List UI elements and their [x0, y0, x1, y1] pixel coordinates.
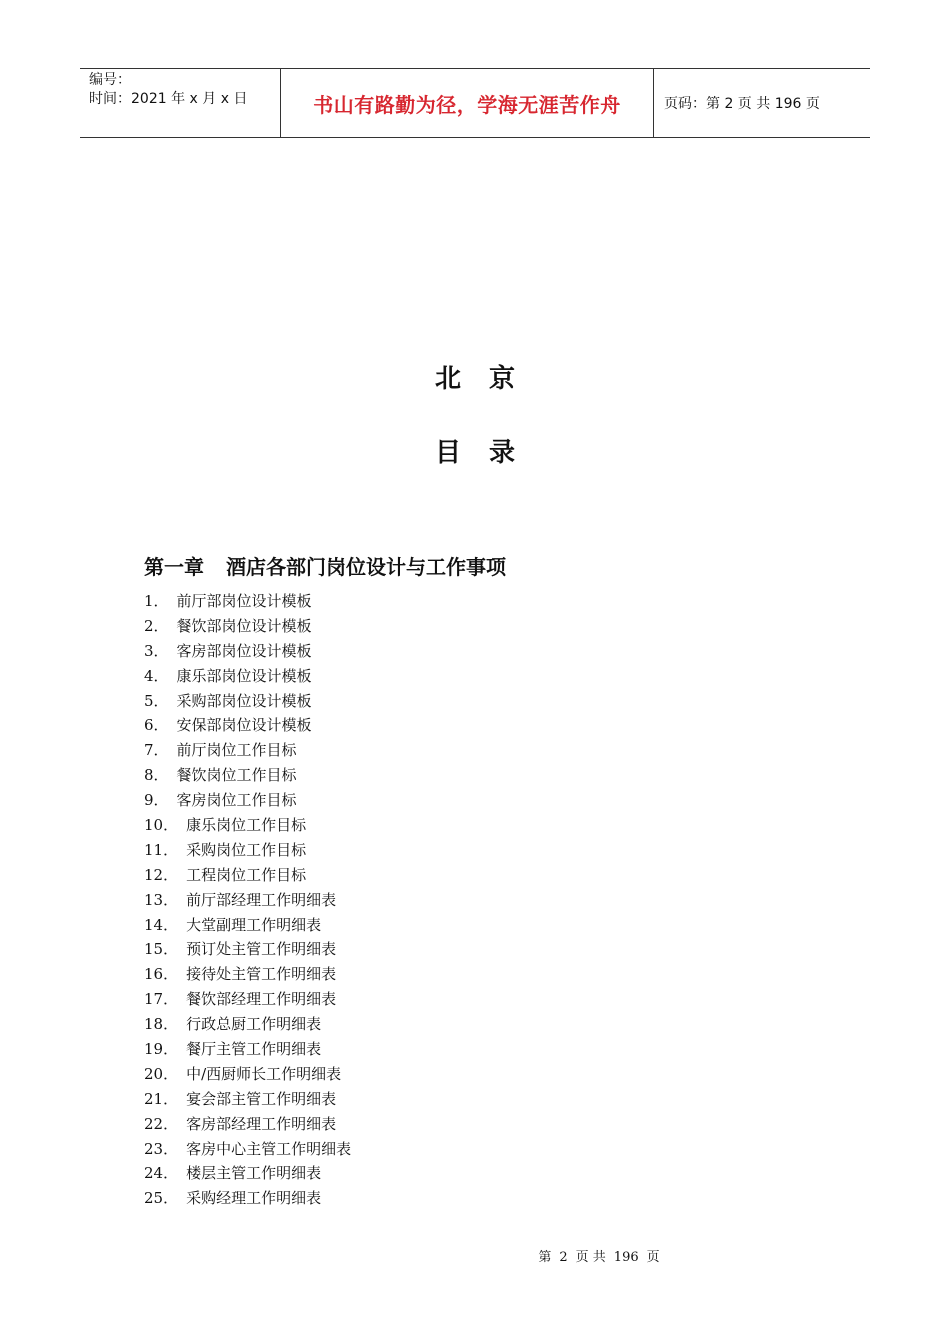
toc-item-label: 康乐部岗位设计模板 [176, 666, 312, 685]
toc-item-number: 5． [144, 691, 169, 710]
toc-list [144, 589, 351, 1211]
toc-item[interactable] [144, 1062, 351, 1087]
document-number-label: 编号： [89, 72, 131, 88]
toc-item-number: 9． [144, 791, 169, 810]
chapter-number: 第一章 [144, 555, 204, 579]
toc-item-label: 工程岗位工作目标 [186, 865, 307, 884]
toc-item-number: 17． [144, 990, 179, 1009]
toc-item-number: 4． [144, 666, 169, 685]
toc-item[interactable] [144, 763, 351, 788]
toc-item[interactable] [144, 1161, 351, 1186]
toc-item[interactable] [144, 1012, 351, 1037]
toc-item-label: 客房部岗位设计模板 [176, 641, 312, 660]
chapter-heading [144, 551, 506, 580]
footer-total-pages: 196 [613, 1250, 639, 1265]
toc-item-number: 13． [144, 890, 179, 909]
toc-item-label: 餐饮岗位工作目标 [176, 766, 297, 785]
toc-item[interactable] [144, 962, 351, 987]
toc-item-label: 接待处主管工作明细表 [186, 965, 337, 984]
toc-item-label: 行政总厨工作明细表 [186, 1015, 322, 1034]
toc-item-label: 客房中心主管工作明细表 [186, 1139, 352, 1158]
toc-item[interactable] [144, 813, 351, 838]
toc-item-number: 2． [144, 616, 169, 635]
toc-item-number: 1． [144, 592, 169, 610]
toc-item-label: 前厅岗位工作目标 [176, 741, 297, 760]
toc-title: 目录 [434, 438, 543, 468]
toc-item-label: 预订处主管工作明细表 [186, 940, 337, 959]
toc-item-label: 楼层主管工作明细表 [186, 1164, 322, 1183]
toc-item-label: 宴会部主管工作明细表 [186, 1089, 337, 1108]
toc-item[interactable] [144, 863, 351, 888]
header-page-cell [654, 69, 870, 137]
toc-item-label: 康乐岗位工作目标 [186, 816, 307, 835]
toc-item-label: 采购岗位工作目标 [186, 840, 307, 859]
footer-page-mid: 页 共 [575, 1250, 606, 1265]
toc-item[interactable] [144, 1112, 351, 1137]
toc-item-label: 中/西厨师长工作明细表 [186, 1064, 342, 1083]
chapter-title: 酒店各部门岗位设计与工作事项 [226, 555, 506, 579]
toc-item[interactable] [144, 1037, 351, 1062]
toc-item-label: 客房部经理工作明细表 [186, 1114, 337, 1133]
toc-item-label: 采购经理工作明细表 [186, 1189, 322, 1208]
toc-item-label: 前厅部岗位设计模板 [176, 592, 312, 610]
toc-item[interactable] [144, 1186, 351, 1211]
toc-item[interactable] [144, 888, 351, 913]
toc-item-label: 餐饮部岗位设计模板 [176, 616, 312, 635]
toc-item-label: 餐饮部经理工作明细表 [186, 990, 337, 1009]
toc-item-number: 21． [144, 1089, 179, 1108]
toc-item-number: 14． [144, 915, 179, 934]
header-meta-cell [80, 69, 281, 137]
toc-item-number: 23． [144, 1139, 179, 1158]
toc-item-number: 6． [144, 716, 169, 735]
toc-item-number: 3． [144, 641, 169, 660]
toc-item[interactable] [144, 1087, 351, 1112]
toc-item[interactable] [144, 937, 351, 962]
toc-item-number: 24． [144, 1164, 179, 1183]
toc-item[interactable] [144, 689, 351, 714]
toc-item-label: 大堂副理工作明细表 [186, 915, 322, 934]
toc-item[interactable] [144, 589, 351, 614]
footer-page-prefix: 第 [538, 1250, 552, 1265]
toc-item-label: 安保部岗位设计模板 [176, 716, 312, 735]
toc-item-number: 19． [144, 1040, 179, 1059]
toc-item-label: 客房岗位工作目标 [176, 791, 297, 810]
toc-item-label: 前厅部经理工作明细表 [186, 890, 337, 909]
footer-page-number: 2 [559, 1250, 568, 1265]
city-title: 北京 [434, 364, 543, 394]
toc-item[interactable] [144, 614, 351, 639]
page-header [80, 68, 870, 138]
toc-item-number: 16． [144, 965, 179, 984]
header-page-info: 页码：第 2 页 共 196 页 [664, 96, 820, 112]
toc-item[interactable] [144, 838, 351, 863]
toc-item-number: 20． [144, 1064, 179, 1083]
toc-item-number: 12． [144, 865, 179, 884]
footer-page-suffix: 页 [646, 1250, 660, 1265]
toc-item[interactable] [144, 913, 351, 938]
toc-item-label: 餐厅主管工作明细表 [186, 1040, 322, 1059]
toc-item[interactable] [144, 1137, 351, 1162]
toc-item[interactable] [144, 713, 351, 738]
toc-item-label: 采购部岗位设计模板 [176, 691, 312, 710]
toc-item[interactable] [144, 788, 351, 813]
toc-item-number: 8． [144, 766, 169, 785]
toc-item-number: 10． [144, 816, 179, 835]
header-motto-cell [281, 69, 654, 137]
toc-item-number: 15． [144, 940, 179, 959]
toc-item[interactable] [144, 987, 351, 1012]
toc-item-number: 22． [144, 1114, 179, 1133]
toc-item-number: 25． [144, 1189, 179, 1208]
toc-item[interactable] [144, 639, 351, 664]
header-motto: 书山有路勤为径，学海无涯苦作舟 [313, 92, 621, 117]
toc-item-number: 11． [144, 840, 179, 859]
toc-item-number: 7． [144, 741, 169, 760]
page-footer [0, 1246, 950, 1265]
document-time-label: 时间：2021 年 x 月 x 日 [89, 91, 248, 107]
toc-item[interactable] [144, 738, 351, 763]
toc-item-number: 18． [144, 1015, 179, 1034]
toc-item[interactable] [144, 664, 351, 689]
